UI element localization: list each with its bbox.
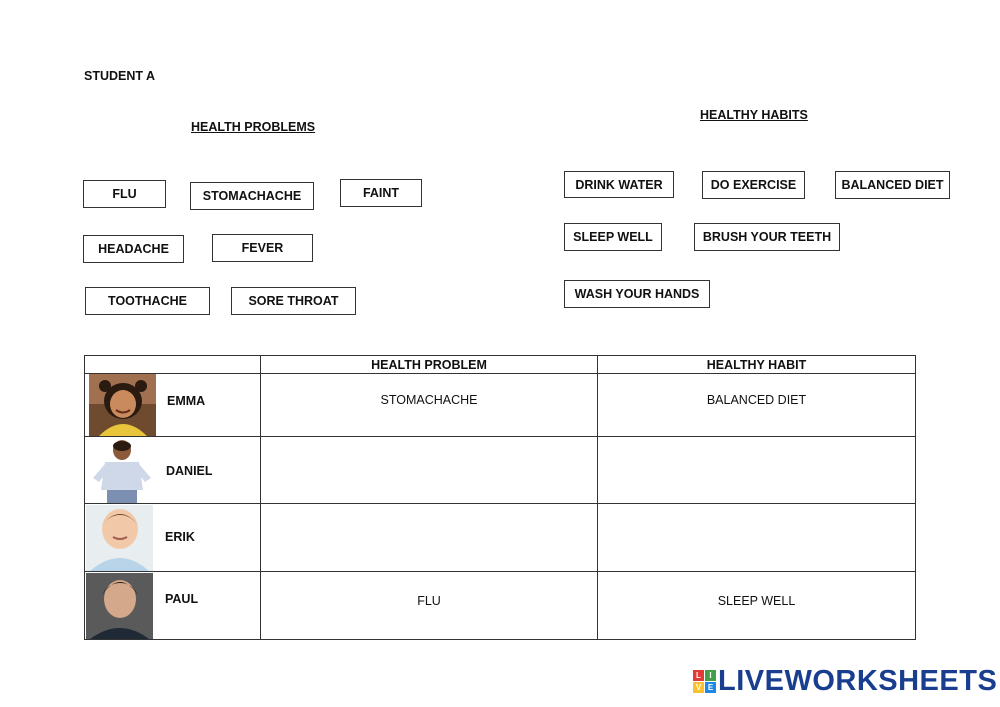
habit-chip-wash-your-hands[interactable]: WASH YOUR HANDS <box>564 280 710 308</box>
liveworksheets-logo <box>693 667 997 696</box>
problem-answer: FLU <box>417 593 441 608</box>
habit-chip-do-exercise[interactable]: DO EXERCISE <box>702 171 805 199</box>
habit-drop-zone[interactable] <box>598 504 916 572</box>
habit-chip-drink-water[interactable]: DRINK WATER <box>564 171 674 198</box>
student-name: DANIEL <box>166 464 213 478</box>
problem-chip-fever[interactable]: FEVER <box>212 234 313 262</box>
daniel-photo <box>89 438 156 503</box>
student-cell-paul <box>85 572 261 640</box>
healthy-habits-title: HEALTHY HABITS <box>700 108 808 122</box>
logo-blocks-icon: L I V E <box>693 670 716 693</box>
problem-chip-sore-throat[interactable]: SORE THROAT <box>231 287 356 315</box>
habit-answer <box>598 533 915 543</box>
problem-drop-zone[interactable] <box>261 572 598 640</box>
habit-answer <box>598 465 915 475</box>
problem-chip-faint[interactable]: FAINT <box>340 179 422 207</box>
logo-text: LIVEWORKSHEETS <box>718 665 998 697</box>
habit-chip-sleep-well[interactable]: SLEEP WELL <box>564 223 662 251</box>
problem-chip-stomachache[interactable]: STOMACHACHE <box>190 182 314 210</box>
problem-answer: STOMACHACHE <box>380 393 478 407</box>
student-cell-erik <box>85 504 261 572</box>
problem-chip-flu[interactable]: FLU <box>83 180 166 208</box>
health-problems-title: HEALTH PROBLEMS <box>191 120 316 134</box>
header-health-problem: HEALTH PROBLEM <box>261 356 598 374</box>
student-cell-daniel <box>85 437 261 504</box>
table-row <box>85 504 916 572</box>
problem-drop-zone[interactable] <box>261 504 598 572</box>
habit-chip-brush-your-teeth[interactable]: BRUSH YOUR TEETH <box>694 223 840 251</box>
table-header-row <box>85 356 916 374</box>
student-cell-emma <box>85 374 261 437</box>
habit-drop-zone[interactable] <box>598 374 916 437</box>
table-row <box>85 572 916 640</box>
paul-photo <box>86 573 153 639</box>
answer-table <box>84 355 916 640</box>
student-label: STUDENT A <box>84 69 156 83</box>
header-healthy-habit: HEALTHY HABIT <box>598 356 916 374</box>
habit-answer: SLEEP WELL <box>717 593 796 608</box>
table-row <box>85 374 916 437</box>
problem-chip-headache[interactable]: HEADACHE <box>83 235 184 263</box>
habit-answer: BALANCED DIET <box>706 393 807 407</box>
student-name: ERIK <box>165 530 195 544</box>
erik-photo <box>86 505 153 571</box>
problem-drop-zone[interactable] <box>261 374 598 437</box>
habit-drop-zone[interactable] <box>598 437 916 504</box>
emma-photo <box>89 374 156 436</box>
habit-drop-zone[interactable] <box>598 572 916 640</box>
table-row <box>85 437 916 504</box>
habit-chip-balanced-diet[interactable]: BALANCED DIET <box>835 171 950 199</box>
problem-chip-toothache[interactable]: TOOTHACHE <box>85 287 210 315</box>
problem-drop-zone[interactable] <box>261 437 598 504</box>
student-name: PAUL <box>165 592 199 606</box>
student-name: EMMA <box>167 394 206 408</box>
header-blank <box>85 356 261 374</box>
problem-answer <box>261 465 597 475</box>
problem-answer <box>261 533 597 543</box>
